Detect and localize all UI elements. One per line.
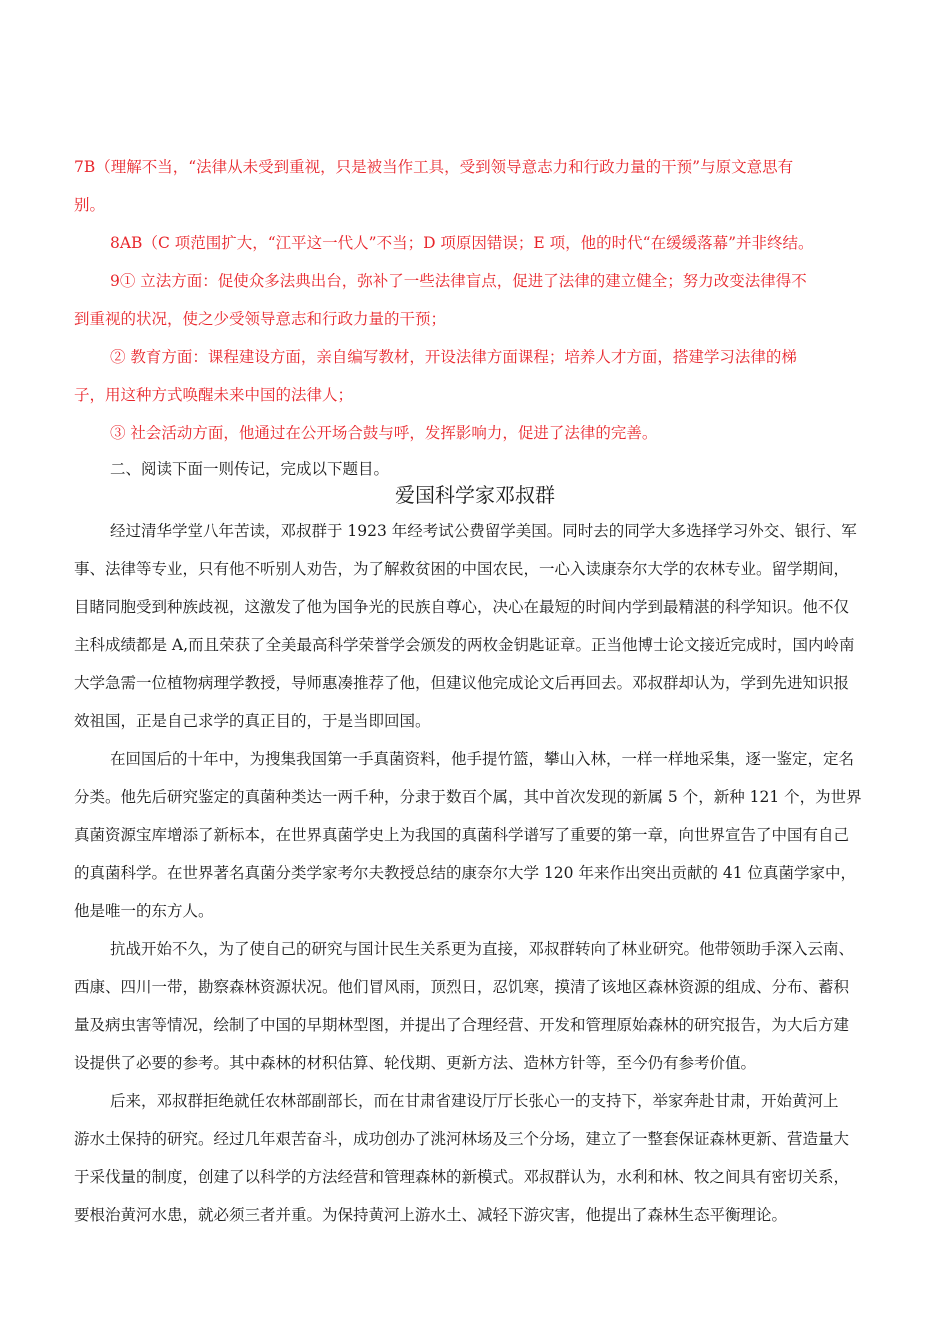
- paragraph-1-line: 目睹同胞受到种族歧视，这激发了他为国争光的民族自尊心，决心在最短的时间内学到最精湛的科学知识。他不仅: [74, 598, 850, 616]
- paragraph-1-line: 效祖国，正是自己求学的真正目的，于是当即回国。: [74, 712, 431, 730]
- paragraph-2-line: 真菌资源宝库增添了新标本，在世界真菌学史上为我国的真菌科学谱写了重要的第一章，向世界宣告了中国有自己: [74, 826, 850, 844]
- answer-8: 8AB（C 项范围扩大，“江平这一代人”不当；D 项原因错误；E 项，他的时代“在缓缓落幕”并非终结。: [110, 234, 814, 252]
- paragraph-2-line: 分类。他先后研究鉴定的真菌种类达一两千种，分隶于数百个属，其中首次发现的新属 5 个，新种 121 个，为世界: [74, 788, 862, 806]
- answer-9-line-2: 到重视的状况，使之少受领导意志和行政力量的干预；: [74, 310, 447, 328]
- paragraph-2-line: 在回国后的十年中，为搜集我国第一手真菌资料，他手提竹篮，攀山入林，一样一样地采集，逐一鉴定，定名: [110, 750, 855, 768]
- article-title: 爱国科学家邓叔群: [395, 483, 555, 507]
- paragraph-3-line: 设提供了必要的参考。其中森林的材积估算、轮伐期、更新方法、造林方针等，至今仍有参考价值。: [74, 1054, 757, 1072]
- paragraph-2-line: 的真菌科学。在世界著名真菌分类学家考尔夫教授总结的康奈尔大学 120 年来作出突出贡献的 41 位真菌学家中，: [74, 864, 857, 882]
- paragraph-4-line: 后来，邓叔群拒绝就任农林部副部长，而在甘肃省建设厅厅长张心一的支持下，举家奔赴甘肃，开始黄河上: [110, 1092, 839, 1110]
- paragraph-4-line: 于采伐量的制度，创建了以科学的方法经营和管理森林的新模式。邓叔群认为，水利和林、牧之间具有密切关系，: [74, 1168, 850, 1186]
- answer-9-item-3: ③ 社会活动方面，他通过在公开场合鼓与呼，发挥影响力，促进了法律的完善。: [110, 424, 658, 442]
- answer-9-item-2-line-2: 子，用这种方式唤醒未来中国的法律人；: [74, 386, 354, 404]
- paragraph-1-line: 主科成绩都是 A,而且荣获了全美最高科学荣誉学会颁发的两枚金钥匙证章。正当他博士论文接近完成时，国内岭南: [74, 636, 855, 654]
- paragraph-2-line: 他是唯一的东方人。: [74, 902, 214, 920]
- paragraph-4-line: 游水土保持的研究。经过几年艰苦奋斗，成功创办了洮河林场及三个分场，建立了一整套保证森林更新、营造量大: [74, 1130, 850, 1148]
- paragraph-3-line: 量及病虫害等情况，绘制了中国的早期林型图，并提出了合理经营、开发和管理原始森林的研究报告，为大后方建: [74, 1016, 850, 1034]
- paragraph-3-line: 西康、四川一带，勘察森林资源状况。他们冒风雨，顶烈日，忍饥寒，摸清了该地区森林资源的组成、分布、蓄积: [74, 978, 850, 996]
- paragraph-3-line: 抗战开始不久，为了使自己的研究与国计民生关系更为直接，邓叔群转向了林业研究。他带领助手深入云南、: [110, 940, 855, 958]
- paragraph-1-line: 事、法律等专业，只有他不听别人劝告，为了解救贫困的中国农民，一心入读康奈尔大学的农林专业。留学期间，: [74, 560, 850, 578]
- section-heading: 二、阅读下面一则传记，完成以下题目。: [110, 460, 390, 478]
- answer-7-line-1: 7B（理解不当，“法律从未受到重视，只是被当作工具，受到领导意志力和行政力量的干预”与原文意思有: [74, 158, 794, 176]
- paragraph-1-line: 经过清华学堂八年苦读，邓叔群于 1923 年经考试公费留学美国。同时去的同学大多选择学习外交、银行、军: [110, 522, 857, 540]
- answer-9-line-1: 9① 立法方面：促使众多法典出台，弥补了一些法律盲点，促进了法律的建立健全；努力改变法律得不: [110, 272, 807, 290]
- paragraph-4-line: 要根治黄河水患，就必须三者并重。为保持黄河上游水土、减轻下游灾害，他提出了森林生态平衡理论。: [74, 1206, 788, 1224]
- answer-7-line-2: 别。: [74, 196, 106, 214]
- paragraph-1-line: 大学急需一位植物病理学教授，导师惠凑推荐了他，但建议他完成论文后再回去。邓叔群却认为，学到先进知识报: [74, 674, 850, 692]
- answer-9-item-2-line-1: ② 教育方面：课程建设方面，亲自编写教材，开设法律方面课程；培养人才方面，搭建学习法律的梯: [110, 348, 797, 366]
